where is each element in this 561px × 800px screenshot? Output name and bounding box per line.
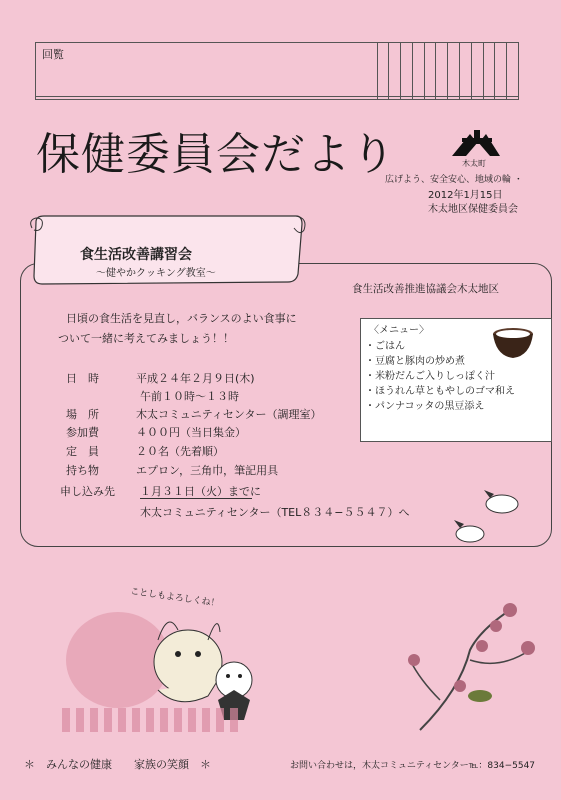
town-logo-icon bbox=[448, 126, 502, 162]
info-value: 午前１０時〜１３時 bbox=[140, 390, 239, 403]
menu-item: ・豆腐と豚肉の炒め煮 bbox=[365, 356, 465, 367]
footer-slogan: ＊ みんなの健康 家族の笑顔 ＊ bbox=[24, 758, 211, 771]
info-label: 場 所 bbox=[66, 408, 99, 421]
page-title: 保健委員会だより bbox=[36, 129, 396, 180]
info-value: 木太コミュニティセンター（調理室） bbox=[136, 408, 322, 421]
info-value: エプロン，三角巾，筆記用具 bbox=[136, 464, 279, 477]
intro-line-1: 日頃の食生活を見直し，バランスのよい食事に bbox=[66, 312, 297, 325]
intro-line-2: ついて一緒に考えてみましょう！！ bbox=[58, 332, 234, 345]
info-label: 申し込み先 bbox=[60, 485, 115, 498]
info-label: 定 員 bbox=[66, 445, 99, 458]
info-label: 日 時 bbox=[66, 372, 99, 385]
event-heading: 食生活改善講習会 bbox=[80, 247, 192, 263]
issue-date: 2012年1月15日 bbox=[428, 190, 503, 201]
info-value: 平成２４年２月９日(木) bbox=[136, 372, 255, 385]
menu-item: ・ほうれん草ともやしのゴマ和え bbox=[365, 386, 515, 397]
issuer: 木太地区保健委員会 bbox=[428, 204, 518, 215]
info-value: １月３１日（火）までに bbox=[140, 485, 261, 498]
menu-item: ・米粉だんご入りしっぽく汁 bbox=[365, 371, 495, 382]
menu-title: 〈メニュー〉 bbox=[369, 325, 429, 336]
info-value: 木太コミュニティセンター（TEL８３４−５５４７）へ bbox=[140, 506, 410, 519]
info-label: 持ち物 bbox=[66, 464, 99, 477]
town-name: 木太町 bbox=[462, 159, 486, 168]
plum-branch-illustration bbox=[400, 590, 550, 740]
info-value: ４００円（当日集金） bbox=[136, 426, 246, 439]
info-value: ２０名（先着順） bbox=[136, 445, 224, 458]
circulation-table bbox=[35, 42, 519, 100]
rice-bowl-icon bbox=[490, 322, 536, 362]
town-slogan: 広げよう、安全安心、地域の輪 ・ bbox=[385, 175, 523, 185]
info-label: 参加費 bbox=[66, 426, 99, 439]
organizer: 食生活改善推進協議会木太地区 bbox=[352, 283, 499, 295]
deadline-underline bbox=[140, 498, 252, 499]
speech-text: ことしもよろしくね！ bbox=[129, 586, 221, 610]
menu-item: ・パンナコッタの黒豆添え bbox=[365, 401, 485, 412]
footer-contact: お問い合わせは，木太コミュニティセンター℡：834−5547 bbox=[290, 761, 536, 771]
event-subheading: 〜健やかクッキング教室〜 bbox=[96, 268, 216, 279]
circulation-label: 回覧 bbox=[36, 43, 378, 97]
cloud-pattern bbox=[62, 708, 242, 732]
menu-item: ・ごはん bbox=[365, 341, 405, 352]
mouse-ornament-icon bbox=[440, 484, 536, 554]
